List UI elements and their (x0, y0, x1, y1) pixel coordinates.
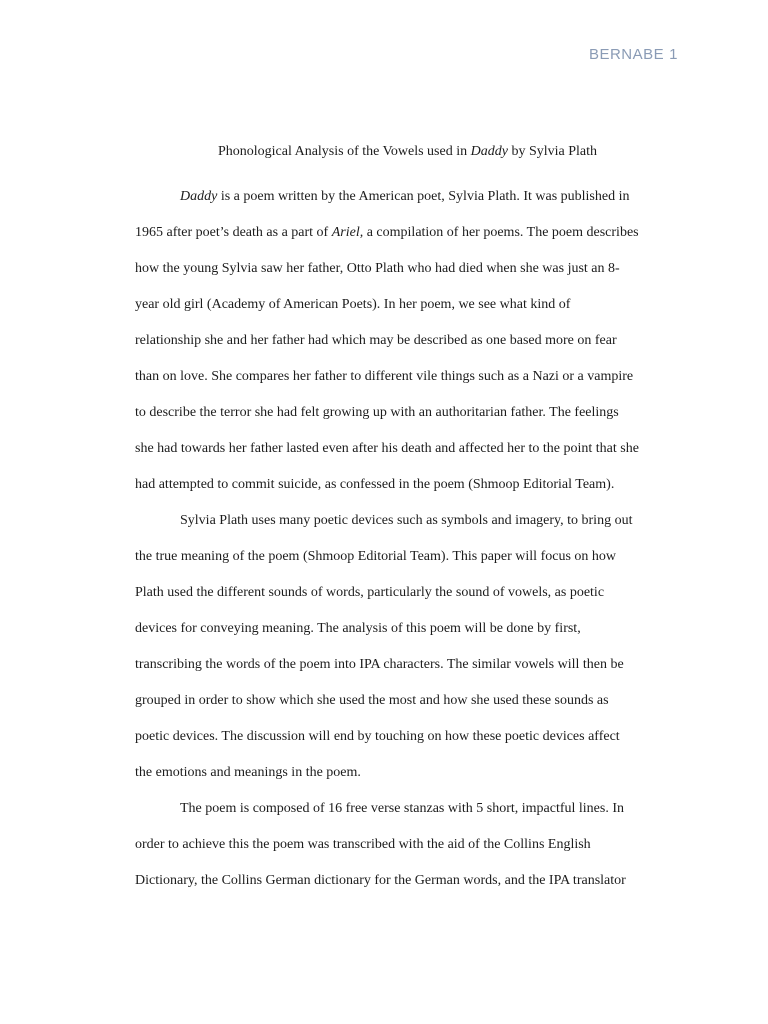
title-poem-name: Daddy (470, 144, 508, 159)
paragraphs-container (135, 179, 680, 899)
text-segment: than on love. She compares her father to different vile things such as a Nazi or a vampire (135, 369, 634, 384)
paragraph-line (135, 467, 680, 503)
paragraph-line (135, 755, 680, 791)
text-segment: order to achieve this the poem was transcribed with the aid of the Collins English (135, 837, 591, 852)
title-text-after: by Sylvia Plath (507, 144, 598, 159)
paragraph (135, 791, 680, 899)
paragraph-line (135, 251, 680, 287)
text-segment: The poem is composed of 16 free verse stanzas with 5 short, impactful lines. In (180, 801, 624, 816)
paragraph-line (135, 611, 680, 647)
paragraph-line (135, 503, 680, 539)
paragraph-line (135, 179, 680, 215)
text-segment: the true meaning of the poem (Shmoop Editorial Team). This paper will focus on how (135, 549, 617, 564)
text-segment: to describe the terror she had felt growing up with an authoritarian father. The feelings (135, 405, 619, 420)
document-title (135, 134, 680, 170)
document-body (135, 134, 680, 899)
paragraph-line (135, 395, 680, 431)
italic-text: Daddy (180, 189, 218, 204)
paragraph-line (135, 719, 680, 755)
header-page-number: 1 (669, 46, 678, 63)
text-segment: Sylvia Plath uses many poetic devices such as symbols and imagery, to bring out (180, 513, 633, 528)
paragraph-line (135, 539, 680, 575)
paragraph-line (135, 575, 680, 611)
title-text-before: Phonological Analysis of the Vowels used in (217, 144, 471, 159)
text-segment: 1965 after poet’s death as a part of (135, 225, 332, 240)
text-segment: had attempted to commit suicide, as confessed in the poem (Shmoop Editorial Team). (135, 477, 615, 492)
header-author: BERNABE (588, 46, 665, 63)
text-segment: transcribing the words of the poem into IPA characters. The similar vowels will then be (135, 657, 624, 672)
paragraph-line (135, 359, 680, 395)
text-segment: year old girl (Academy of American Poets). In her poem, we see what kind of (135, 297, 571, 312)
paragraph-line (135, 431, 680, 467)
paragraph-line (135, 287, 680, 323)
italic-text: Ariel, (331, 225, 364, 240)
text-segment: Dictionary, the Collins German dictionary for the German words, and the IPA translator (135, 873, 626, 888)
paragraph-line (135, 647, 680, 683)
text-segment: she had towards her father lasted even after his death and affected her to the point that she (135, 441, 639, 456)
text-segment: how the young Sylvia saw her father, Otto Plath who had died when she was just an 8- (135, 261, 620, 276)
text-segment: a compilation of her poems. The poem describes (363, 225, 639, 240)
paragraph (135, 179, 680, 503)
paragraph-line (135, 215, 680, 251)
text-segment: poetic devices. The discussion will end by touching on how these poetic devices affect (135, 729, 620, 744)
paragraph-line (135, 323, 680, 359)
running-header (589, 46, 678, 63)
text-segment: Plath used the different sounds of words, particularly the sound of vowels, as poetic (135, 585, 605, 600)
text-segment: is a poem written by the American poet, Sylvia Plath. It was published in (217, 189, 630, 204)
paragraph-line (135, 791, 680, 827)
text-segment: the emotions and meanings in the poem. (135, 765, 361, 780)
paragraph-line (135, 827, 680, 863)
paragraph-line (135, 863, 680, 899)
text-segment: relationship she and her father had which may be described as one based more on fear (135, 333, 617, 348)
text-segment: devices for conveying meaning. The analysis of this poem will be done by first, (135, 621, 581, 636)
text-segment: grouped in order to show which she used the most and how she used these sounds as (135, 693, 609, 708)
paragraph-line (135, 683, 680, 719)
paragraph (135, 503, 680, 791)
